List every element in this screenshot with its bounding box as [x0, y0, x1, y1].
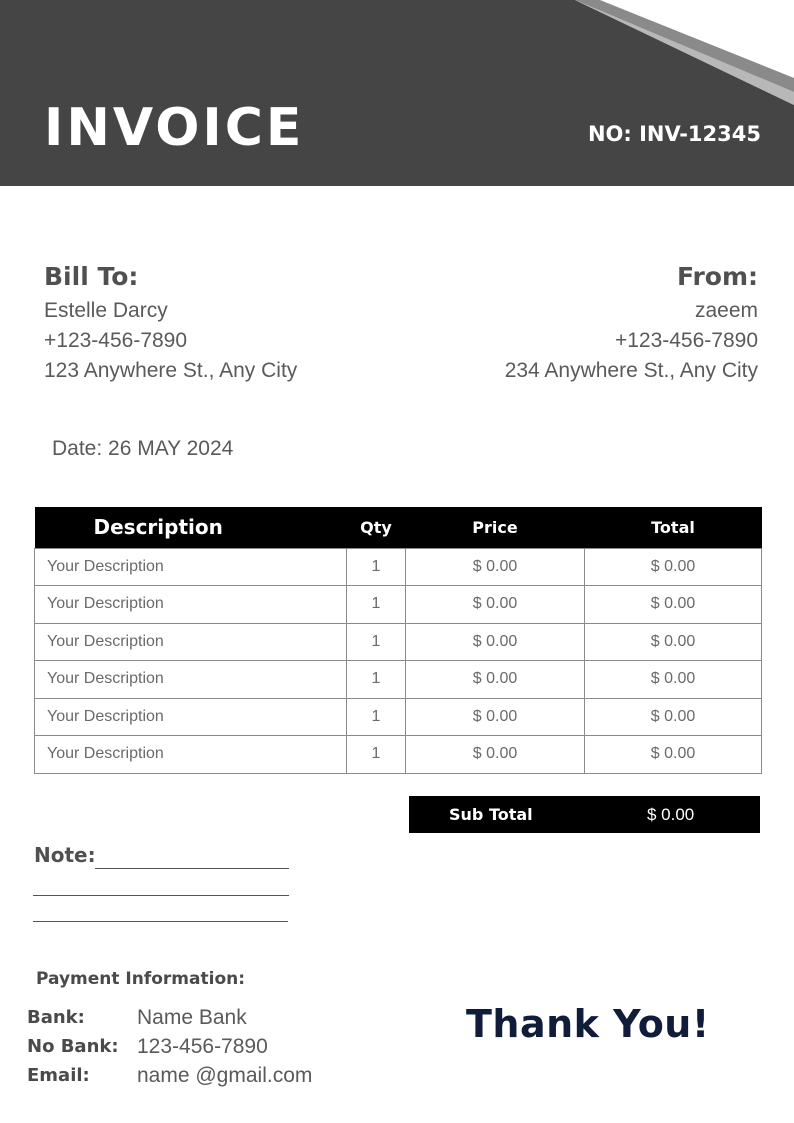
table-row — [35, 661, 762, 699]
invoice-number: NO: INV-12345 — [587, 122, 761, 146]
note-line — [33, 895, 289, 896]
bill-to-phone: +123-456-7890 — [44, 329, 188, 352]
table-row — [35, 698, 762, 736]
row-price: $ 0.00 — [406, 548, 585, 586]
row-description: Your Description — [35, 736, 347, 774]
invoice-title: INVOICE — [44, 98, 305, 158]
row-total: $ 0.00 — [585, 548, 762, 586]
subtotal-bar — [409, 796, 760, 833]
subtotal-value: $ 0.00 — [647, 805, 695, 824]
table-row — [35, 548, 762, 586]
row-description: Your Description — [35, 586, 347, 624]
note-label: Note: — [34, 843, 96, 867]
payment-account-row — [27, 1032, 347, 1061]
row-total: $ 0.00 — [585, 736, 762, 774]
from-address: 234 Anywhere St., Any City — [504, 359, 758, 382]
row-total: $ 0.00 — [585, 698, 762, 736]
items-table — [34, 507, 762, 774]
subtotal-label: Sub Total — [449, 805, 533, 824]
header-corner-accent — [0, 0, 794, 186]
bank-value: Name Bank — [137, 1006, 247, 1029]
table-row — [35, 623, 762, 661]
row-description: Your Description — [35, 661, 347, 699]
row-qty: 1 — [347, 661, 406, 699]
column-header-total: Total — [651, 517, 695, 537]
row-qty: 1 — [347, 698, 406, 736]
note-line — [33, 921, 288, 922]
thank-you-message: Thank You! — [466, 1002, 710, 1046]
column-header-qty: Qty — [360, 517, 392, 537]
row-price: $ 0.00 — [406, 661, 585, 699]
row-total: $ 0.00 — [585, 586, 762, 624]
invoice-date: Date: 26 MAY 2024 — [52, 437, 234, 460]
column-header-description: Description — [93, 515, 223, 540]
row-qty: 1 — [347, 623, 406, 661]
row-description: Your Description — [35, 548, 347, 586]
payment-bank-row — [27, 1003, 347, 1032]
from-section — [428, 260, 758, 386]
table-row — [35, 736, 762, 774]
row-price: $ 0.00 — [406, 736, 585, 774]
row-qty: 1 — [347, 736, 406, 774]
bill-to-section — [44, 260, 374, 386]
from-phone: +123-456-7890 — [614, 329, 758, 352]
row-total: $ 0.00 — [585, 623, 762, 661]
row-description: Your Description — [35, 698, 347, 736]
account-value: 123-456-7890 — [137, 1035, 268, 1058]
from-heading: From: — [676, 262, 758, 291]
from-name: zaeem — [694, 299, 758, 322]
bill-to-address: 123 Anywhere St., Any City — [44, 359, 298, 382]
table-row — [35, 586, 762, 624]
header-band — [0, 0, 794, 186]
payment-heading: Payment Information: — [36, 969, 246, 989]
row-price: $ 0.00 — [406, 623, 585, 661]
email-label: Email: — [27, 1065, 90, 1086]
row-qty: 1 — [347, 586, 406, 624]
row-qty: 1 — [347, 548, 406, 586]
payment-email-row — [27, 1061, 347, 1090]
note-line — [95, 868, 289, 869]
table-header-row — [35, 507, 762, 548]
bank-label: Bank: — [27, 1007, 85, 1028]
bill-to-name: Estelle Darcy — [44, 299, 168, 322]
email-value: name @gmail.com — [137, 1064, 313, 1087]
row-price: $ 0.00 — [406, 586, 585, 624]
bill-to-heading: Bill To: — [44, 262, 139, 291]
column-header-price: Price — [472, 517, 518, 537]
row-total: $ 0.00 — [585, 661, 762, 699]
row-price: $ 0.00 — [406, 698, 585, 736]
account-label: No Bank: — [27, 1036, 119, 1057]
row-description: Your Description — [35, 623, 347, 661]
